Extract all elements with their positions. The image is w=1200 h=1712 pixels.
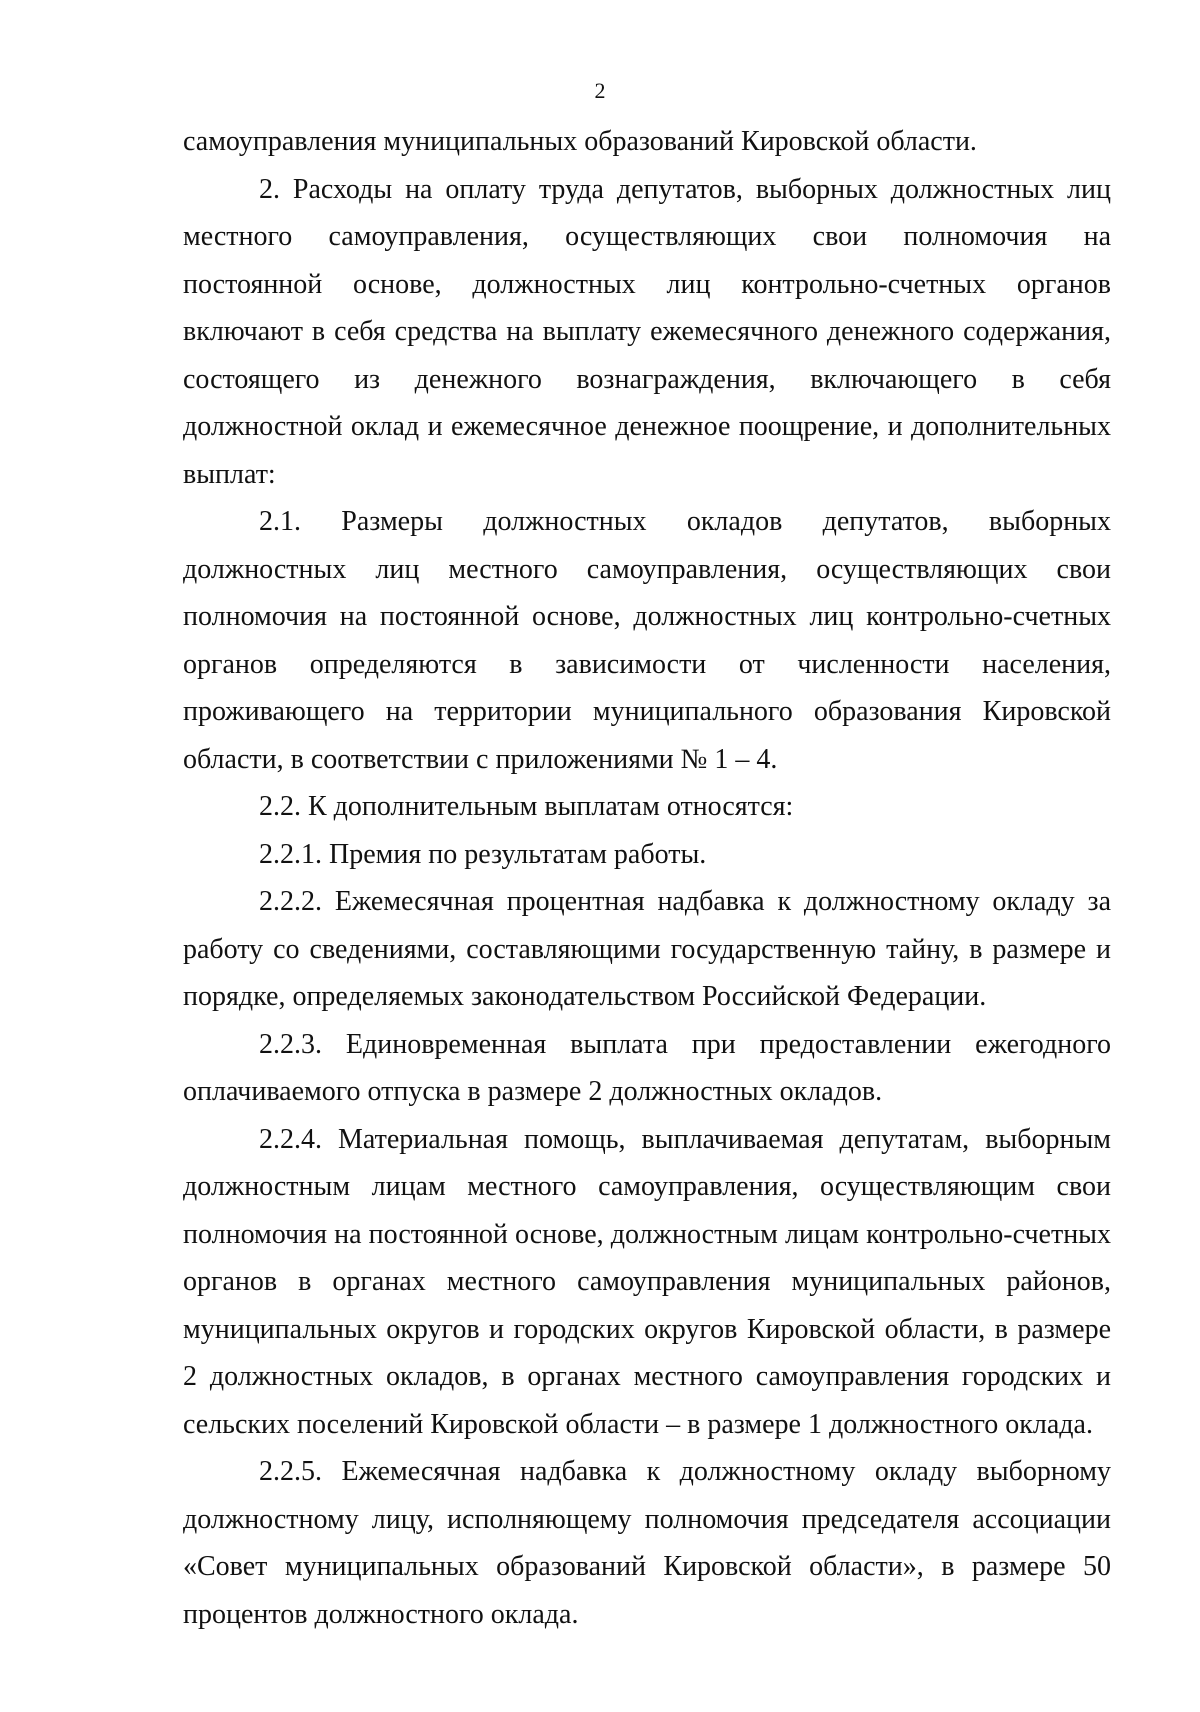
paragraph-continuation: самоуправления муниципальных образований Кировской области. — [183, 126, 977, 157]
paragraph-2: 2. Расходы на оплату труда депутатов, выборных должностных лиц местного самоуправления, осуществляющих свои полномочия на постоянной основе, должностных лиц контрольно-счетных органов включают в себя средства на выплату ежемесячного денежного содержания, состоящего из денежного вознаграждения, включающего в себя должностной оклад и ежемесячное денежное поощрение, и дополнительных выплат: — [183, 173, 1111, 490]
paragraph-2-2: 2.2. К дополнительным выплатам относятся: — [259, 791, 794, 822]
paragraph-2-2-5: 2.2.5. Ежемесячная надбавка к должностному окладу выборному должностному лицу, исполняющему полномочия председателя ассоциации «Совет муниципальных образований Кировской области», в размере 50 процентов должностного оклада. — [183, 1456, 1111, 1630]
paragraph-2-2-1: 2.2.1. Премия по результатам работы. — [259, 838, 707, 870]
paragraph-2-2-4: 2.2.4. Материальная помощь, выплачиваемая депутатам, выборным должностным лицам местного самоуправления, осуществляющим свои полномочия на постоянной основе, должностным лицам контрольно-счетных органов в органах местного самоуправления муниципальных районов, муниципальных округов и городских округов Кировской области, в размере 2 должностных окладов, в органах местного самоуправления городских и сельских поселений Кировской области – в размере 1 должностного оклада. — [183, 1123, 1111, 1440]
page-number: 2 — [594, 78, 606, 103]
paragraph-2-1: 2.1. Размеры должностных окладов депутатов, выборных должностных лиц местного самоуправления, осуществляющих свои полномочия на постоянной основе, должностных лиц контрольно-счетных органов определяются в зависимости от численности населения, проживающего на территории муниципального образования Кировской области, в соответствии с приложениями № 1 – 4. — [183, 506, 1111, 775]
document-body — [183, 118, 1111, 1638]
paragraph-2-2-2: 2.2.2. Ежемесячная процентная надбавка к должностному окладу за работу со сведениями, составляющими государственную тайну, в размере и порядке, определяемых законодательством Российской Федерации. — [183, 886, 1111, 1012]
paragraph-2-2-3: 2.2.3. Единовременная выплата при предоставлении ежегодного оплачиваемого отпуска в размере 2 должностных окладов. — [183, 1028, 1111, 1107]
